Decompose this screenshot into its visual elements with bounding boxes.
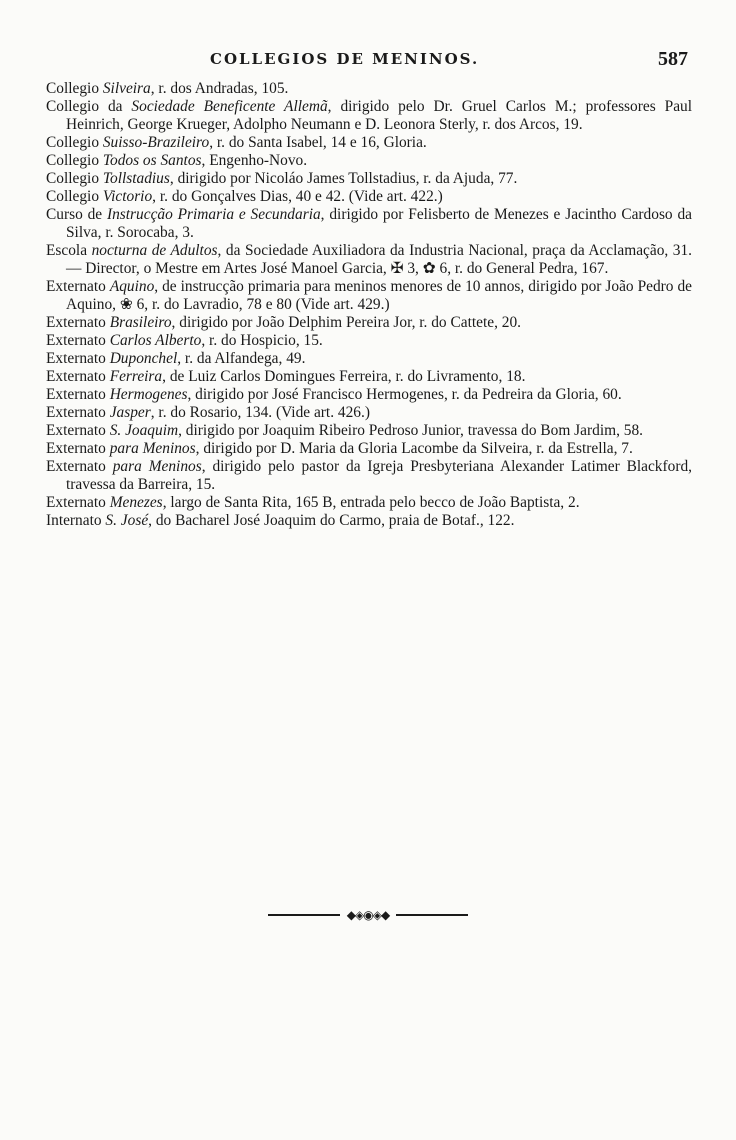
list-item: Externato Menezes, largo de Santa Rita, 165 B, entrada pelo becco de João Baptista, 2. <box>46 494 580 511</box>
list-item: Collegio Tollstadius, dirigido por Nicoláo James Tollstadius, r. da Ajuda, 77. <box>46 170 518 187</box>
list-item: Curso de Instrucção Primaria e Secundaria, dirigido por Felisberto de Menezes e Jacintho Cardoso da Silva, r. Sorocaba, 3. <box>46 206 692 241</box>
list-item: Collegio da Sociedade Beneficente Allemã, dirigido pelo Dr. Gruel Carlos M.; professores Paul Heinrich, George Krueger, Adolpho Neumann e D. Leonora Sterly, r. dos Arcos, 19. <box>46 98 692 133</box>
institution-name: Jasper <box>109 404 151 421</box>
running-title: COLLEGIOS DE MENINOS. <box>210 50 480 68</box>
list-item: Internato S. José, do Bacharel José Joaquim do Carmo, praia de Botaf., 122. <box>46 512 515 529</box>
list-item: Externato para Meninos, dirigido por D. Maria da Gloria Lacombe da Silveira, r. da Estrella, 7. <box>46 440 633 457</box>
list-item: Externato Carlos Alberto, r. do Hospicio, 15. <box>46 332 323 349</box>
ornament-rule-left <box>268 914 340 916</box>
list-item: Externato Brasileiro, dirigido por João Delphim Pereira Jor, r. do Cattete, 20. <box>46 314 521 331</box>
institution-name: Brasileiro <box>109 314 172 331</box>
list-item: Externato Duponchel, r. da Alfandega, 49. <box>46 350 306 367</box>
list-item: Collegio Victorio, r. do Gonçalves Dias, 40 e 42. (Vide art. 422.) <box>46 188 443 205</box>
list-item: Collegio Todos os Santos, Engenho-Novo. <box>46 152 308 169</box>
institution-name: Silveira <box>102 80 151 97</box>
institution-name: S. José <box>105 512 149 529</box>
list-item: Collegio Silveira, r. dos Andradas, 105. <box>46 80 289 97</box>
institution-name: Aquino <box>109 278 155 295</box>
institution-name: Todos os Santos <box>102 152 202 169</box>
list-item: Externato para Meninos, dirigido pelo pastor da Igreja Presbyteriana Alexander Latimer Blackford, travessa da Barreira, 15. <box>46 458 692 493</box>
list-item: Escola nocturna de Adultos, da Sociedade Auxiliadora da Industria Nacional, praça da Acclamação, 31.— Director, o Mestre em Artes José Manoel Garcia, ✠ 3, ✿ 6, r. do General Pedra, 167. <box>46 242 693 277</box>
list-item: Externato Jasper, r. do Rosario, 134. (Vide art. 426.) <box>46 404 370 421</box>
ornament-rule-right <box>396 914 468 916</box>
institution-name: Duponchel <box>109 350 178 367</box>
institution-name: Ferreira <box>109 368 163 385</box>
institution-name: Instrucção Primaria e Secundaria <box>106 206 321 223</box>
institution-name: para Meninos <box>112 458 202 475</box>
list-item: Externato S. Joaquim, dirigido por Joaquim Ribeiro Pedroso Junior, travessa do Bom Jardim, 58. <box>46 422 643 439</box>
institution-name: Suisso-Brazileiro <box>102 134 210 151</box>
list-item: Externato Hermogenes, dirigido por José Francisco Hermogenes, r. da Pedreira da Gloria, 60. <box>46 386 622 403</box>
institution-name: Sociedade Beneficente Allemã <box>131 98 328 115</box>
ornament-center-icon: ◆◈◉◈◆ <box>346 908 390 922</box>
institution-name: Carlos Alberto <box>109 332 202 349</box>
institution-name: para Meninos <box>109 440 196 457</box>
list-item: Externato Ferreira, de Luiz Carlos Domingues Ferreira, r. do Livramento, 18. <box>46 368 526 385</box>
institution-name: S. Joaquim <box>109 422 179 439</box>
entry-list <box>46 80 692 530</box>
list-item: Externato Aquino, de instrucção primaria para meninos menores de 10 annos, dirigido por João Pedro de Aquino, ❀ 6, r. do Lavradio, 78 e 80 (Vide art. 429.) <box>46 278 692 313</box>
institution-name: Victorio <box>102 188 153 205</box>
page-number: 587 <box>658 48 688 70</box>
list-item: Collegio Suisso-Brazileiro, r. do Santa Isabel, 14 e 16, Gloria. <box>46 134 427 151</box>
institution-name: Tollstadius <box>102 170 170 187</box>
institution-name: Menezes <box>109 494 163 511</box>
page-header <box>60 50 706 74</box>
institution-name: nocturna de Adultos <box>91 242 218 259</box>
section-end-ornament <box>268 908 468 922</box>
institution-name: Hermogenes <box>109 386 188 403</box>
